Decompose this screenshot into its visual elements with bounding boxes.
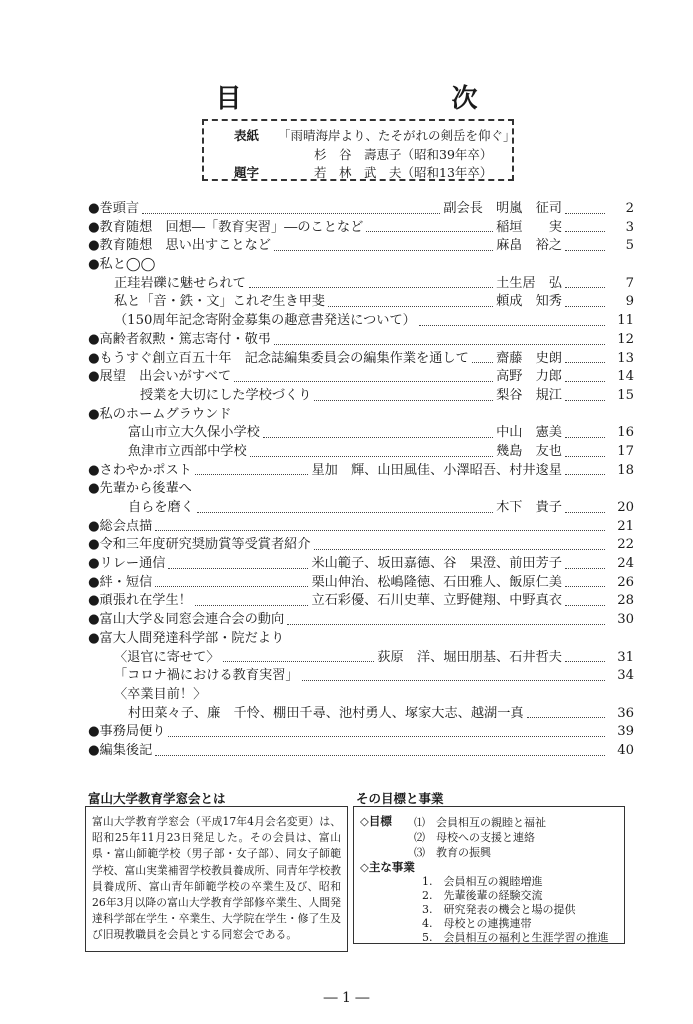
- dot-leader: [328, 293, 493, 307]
- toc-entry: [88, 742, 634, 761]
- dot-leader: [565, 200, 605, 214]
- toc-entry-author: 齋藤 史朗: [496, 350, 562, 366]
- toc-entry-author: 立石彩優、石川史華、立野健翔、中野真衣: [311, 593, 562, 609]
- cover-title: 「雨晴海岸より、たそがれの剣岳を仰ぐ」: [278, 128, 516, 143]
- spacer: [206, 686, 608, 705]
- toc-entry-author: 中山 憲美: [496, 425, 562, 441]
- toc-entry-title: 授業を大切にした学校づくり: [140, 387, 312, 403]
- toc-entry-title: ●私と◯◯: [88, 257, 156, 273]
- toc-entry-title: 正珪岩礫に魅せられて: [114, 275, 246, 291]
- toc-entry: [88, 237, 634, 256]
- toc-entry: [88, 686, 634, 705]
- calligraphy-author: 若 林 武 夫（昭和13年卒）: [314, 165, 493, 180]
- dot-leader: [168, 555, 308, 569]
- toc-entry-author: 木下 貴子: [496, 500, 562, 515]
- toc-entry-page: 21: [617, 518, 634, 534]
- spacer: [192, 480, 608, 499]
- toc-entry-title: ●絆・短信: [88, 574, 153, 590]
- goals-box: [353, 806, 625, 944]
- toc-entry-page: [608, 630, 634, 649]
- calligraphy-label: 題字: [234, 165, 260, 180]
- toc-entry-page: 24: [617, 556, 634, 572]
- toc-entry: [88, 518, 634, 537]
- toc-entry-page: [608, 686, 634, 705]
- dot-leader: [314, 387, 493, 401]
- toc-entry-page: 14: [617, 369, 634, 385]
- toc-entry-page: 15: [617, 387, 634, 403]
- toc-entry-author: 栗山伸治、松嶋隆徳、石田雅人、飯原仁美: [311, 574, 562, 590]
- cover-author: 杉 谷 壽恵子（昭和39年卒）: [314, 147, 493, 162]
- dot-leader: [565, 592, 605, 606]
- dot-leader: [565, 499, 605, 513]
- toc-entry-title: （150周年記念寄附金募集の趣意書発送について）: [114, 313, 416, 329]
- toc-entry-page: 13: [617, 350, 634, 366]
- dot-leader: [472, 350, 493, 364]
- toc-entry: [88, 630, 634, 649]
- toc-entry-title: ●富大人間発達科学部・院だより: [88, 630, 285, 646]
- toc-entry-page: 30: [617, 612, 634, 628]
- toc-entry: [88, 256, 634, 275]
- toc-entry: [88, 723, 634, 742]
- spacer: [155, 256, 608, 275]
- toc-entry: [88, 499, 634, 518]
- toc-entry-title: ●展望 出会いがすべて: [88, 369, 232, 385]
- dot-leader: [195, 462, 309, 476]
- dot-leader: [314, 536, 605, 550]
- spacer: [231, 406, 608, 425]
- cover-credits-box: [202, 119, 514, 181]
- toc-entry-title: 村田菜々子、廉 千怜、棚田千尋、池村勇人、塚家大志、越湖一真: [128, 705, 524, 721]
- toc-entry: [88, 331, 634, 350]
- toc-entry-page: 18: [617, 462, 634, 478]
- toc-entry-author: 高野 力郎: [496, 369, 562, 385]
- toc-entry-title: ●高齢者叙勲・篤志寄付・敬弔: [88, 331, 271, 347]
- spacer: [284, 630, 608, 649]
- dot-leader: [155, 742, 605, 756]
- dot-leader: [565, 275, 605, 289]
- toc-entry: [88, 462, 634, 481]
- dot-leader: [197, 499, 493, 513]
- toc-entry-title: 〈退官に寄せて〉: [114, 649, 220, 665]
- cover-label: 表紙: [234, 128, 260, 143]
- goals-heading: その目標と事業: [356, 791, 444, 806]
- association-description: 富山大学教育学窓会（平成17年4月会名変更）は、昭和25年11月23日発足した。その会員は、富山県・富山師範学校（男子部・女子部）、同女子師範学校、富山実業補習学校教員養成所、同青年学校教員養成所、富山青年師範学校の卒業生及び、昭和26年3月以降の富山大学教育学部修卒業生、人間発達科学部在学生・卒業生、大学院在学生・修了生及び旧現教職員を会員とする同窓会である。: [85, 806, 348, 952]
- toc-entry: [88, 368, 634, 387]
- dot-leader: [419, 312, 605, 326]
- dot-leader: [302, 667, 605, 681]
- project-item: 1. 会員相互の親睦増進: [422, 875, 543, 888]
- goal-item: ⑴ 会員相互の親睦と福祉: [414, 816, 546, 829]
- toc-entry-title: ●教育随想 回想―「教育実習」―のことなど: [88, 219, 364, 235]
- toc-entry-title: ●私のホームグラウンド: [88, 406, 232, 422]
- toc-entry-title: ●頑張れ在学生！: [88, 593, 192, 609]
- toc-entry-title: ●さわやかポスト: [88, 462, 192, 478]
- toc-entry: [88, 555, 634, 574]
- toc-entry-page: [608, 480, 634, 499]
- toc-entry: [88, 705, 634, 724]
- dot-leader: [234, 368, 493, 382]
- toc-entry-author: 麻畠 裕之: [496, 238, 562, 254]
- project-item: 5. 会員相互の福利と生涯学習の推進: [422, 931, 609, 944]
- toc-entry-author: 梨谷 規江: [496, 387, 562, 403]
- dot-leader: [366, 219, 493, 233]
- toc-entry: [88, 611, 634, 630]
- toc-entry-page: [608, 406, 634, 425]
- dot-leader: [263, 424, 493, 438]
- table-of-contents: [88, 200, 634, 761]
- dot-leader: [249, 275, 493, 289]
- toc-entry: [88, 219, 634, 238]
- toc-entry-title: 自らを磨く: [128, 500, 194, 515]
- dot-leader: [565, 555, 605, 569]
- toc-entry-page: [608, 256, 634, 275]
- toc-entry: [88, 443, 634, 462]
- dot-leader: [274, 237, 493, 251]
- toc-entry-page: 17: [617, 443, 634, 459]
- association-heading: 富山大学教育学窓会とは: [88, 791, 226, 806]
- toc-entry-title: 〈卒業目前！〉: [114, 686, 207, 702]
- toc-entry: [88, 480, 634, 499]
- toc-entry-title: ●総会点描: [88, 518, 153, 534]
- toc-entry: [88, 536, 634, 555]
- toc-entry-page: 5: [625, 238, 634, 254]
- dot-leader: [565, 424, 605, 438]
- toc-entry-title: ●編集後記: [88, 742, 153, 758]
- dot-leader: [287, 611, 605, 625]
- toc-entry-page: 34: [617, 668, 634, 684]
- toc-entry-title: ●事務局便り: [88, 724, 166, 740]
- toc-entry-page: 36: [617, 705, 634, 721]
- toc-entry-page: 40: [617, 742, 634, 758]
- goal-item: ⑶ 教育の振興: [414, 846, 491, 859]
- dot-leader: [565, 293, 605, 307]
- toc-entry-author: 幾島 友也: [496, 443, 562, 459]
- toc-entry: [88, 649, 634, 668]
- toc-entry: [88, 200, 634, 219]
- dot-leader: [527, 705, 605, 719]
- toc-entry-title: ●教育随想 思い出すことなど: [88, 238, 271, 254]
- toc-entry-page: 11: [617, 313, 634, 329]
- page-number: ― 1 ―: [323, 990, 370, 1006]
- project-item: 2. 先輩後輩の経験交流: [422, 889, 543, 902]
- dot-leader: [274, 331, 605, 345]
- toc-entry-page: 16: [617, 425, 634, 441]
- toc-entry-page: 22: [617, 537, 634, 553]
- goals-label: ◇目標: [360, 814, 392, 828]
- projects-label: ◇主な事業: [360, 860, 415, 874]
- dot-leader: [223, 649, 375, 663]
- dot-leader: [565, 462, 605, 476]
- dot-leader: [565, 219, 605, 233]
- toc-entry-title: ●巻頭言: [88, 201, 140, 216]
- dot-leader: [565, 368, 605, 382]
- goal-item: ⑵ 母校への支援と連絡: [414, 831, 535, 844]
- toc-entry-author: 稲垣 実: [496, 219, 562, 235]
- toc-entry: [88, 350, 634, 369]
- dot-leader: [250, 443, 493, 457]
- toc-entry-title: 富山市立大久保小学校: [128, 425, 260, 441]
- toc-entry: [88, 293, 634, 312]
- toc-entry: [88, 275, 634, 294]
- toc-entry-page: 39: [617, 724, 634, 740]
- toc-entry: [88, 406, 634, 425]
- page-title: 目 次: [215, 84, 570, 114]
- dot-leader: [155, 518, 605, 532]
- dot-leader: [565, 350, 605, 364]
- dot-leader: [565, 443, 605, 457]
- dot-leader: [565, 574, 605, 588]
- dot-leader: [142, 200, 440, 214]
- toc-entry-page: 28: [617, 593, 634, 609]
- toc-entry-page: 7: [625, 275, 634, 291]
- toc-entry-page: 9: [625, 294, 634, 310]
- dot-leader: [565, 387, 605, 401]
- toc-entry-title: ●先輩から後輩へ: [88, 481, 192, 497]
- dot-leader: [155, 574, 308, 588]
- toc-entry-page: 12: [617, 331, 634, 347]
- toc-entry: [88, 592, 634, 611]
- toc-entry-title: ●富山大学＆同窓会連合会の動向: [88, 612, 285, 628]
- toc-entry: [88, 574, 634, 593]
- toc-entry-author: 星加 輝、山田風佳、小澤昭吾、村井逡星: [311, 462, 562, 478]
- toc-entry-page: 3: [625, 219, 634, 235]
- toc-entry-author: 頼成 知秀: [496, 294, 562, 310]
- toc-entry-page: 26: [617, 574, 634, 590]
- toc-entry-page: 2: [625, 201, 634, 216]
- toc-entry-page: 31: [617, 649, 634, 665]
- toc-entry-author: 米山範子、坂田嘉德、谷 果澄、前田芳子: [311, 556, 562, 572]
- toc-entry-title: 私と「音・鉄・文」これぞ生き甲斐: [114, 294, 325, 310]
- toc-entry-author: 荻原 洋、堀田朋基、石井哲夫: [377, 649, 562, 665]
- toc-entry-title: 「コロナ禍における教育実習」: [114, 668, 299, 684]
- project-item: 3. 研究発表の機会と場の提供: [422, 903, 576, 916]
- toc-entry: [88, 312, 634, 331]
- toc-entry: [88, 667, 634, 686]
- toc-entry-title: ●もうすぐ創立百五十年 記念誌編集委員会の編集作業を通して: [88, 350, 469, 366]
- dot-leader: [565, 237, 605, 251]
- toc-entry-title: ●令和三年度研究奨励賞等受賞者紹介: [88, 537, 311, 553]
- dot-leader: [195, 592, 309, 606]
- toc-entry-author: 土生居 弘: [496, 275, 562, 291]
- toc-entry-page: 20: [617, 500, 634, 515]
- toc-entry-author: 副会長 明嵐 征司: [443, 201, 562, 216]
- project-item: 4. 母校との連携連帯: [422, 917, 532, 930]
- dot-leader: [565, 649, 605, 663]
- toc-entry-title: 魚津市立西部中学校: [128, 443, 247, 459]
- toc-entry: [88, 424, 634, 443]
- toc-entry: [88, 387, 634, 406]
- toc-entry-title: ●リレー通信: [88, 556, 166, 572]
- dot-leader: [168, 723, 605, 737]
